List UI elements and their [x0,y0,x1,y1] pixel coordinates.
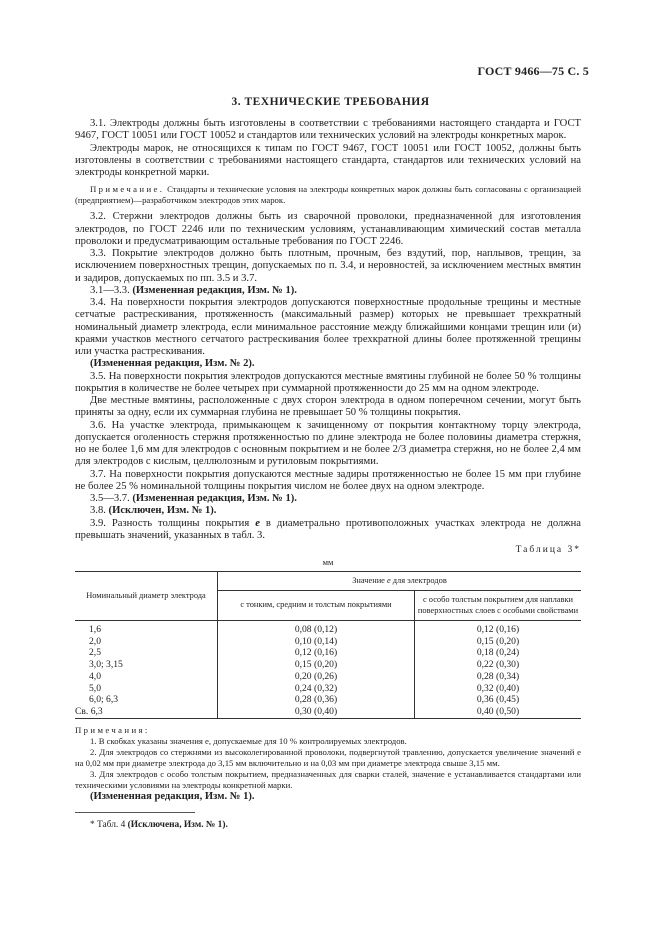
clause-3-5-continued: Две местные вмятины, расположенные с двух сторон электрода в одном поперечном сечении, могут быть приняты за одну, если их суммарная глубина не превышает 50 % толщины покрытия. [75,395,581,419]
cell-thin-coating: 0,15 (0,20) [218,659,415,671]
symbol-e: e [255,517,260,529]
header-group [218,571,582,591]
header-group-text-end: для электродов [390,575,447,585]
cell-thin-coating: 0,28 (0,36) [218,694,415,706]
clause-3-1: 3.1. Электроды должны быть изготовлены в соответствии с требованиями настоящего стандарта и ГОСТ 9467, ГОСТ 10051 или ГОСТ 10052 и стандартов или технических условий на электроды конкретных марок. [75,118,581,142]
cell-thin-coating: 0,08 (0,12) [218,621,415,636]
cell-diameter: Св. 6,3 [75,706,218,718]
symbol-e: e [386,575,391,585]
clause-3-4: 3.4. На поверхности покрытия электродов допускаются поверхностные продольные трещины и местные сетчатые растрескивания, протяженность (максимальный размер) которых не превышает трехкратный номинальный диаметр электрода, если минимальное расстояние между ближайшими концами трещин или (и) краями участков местного сетчатого растрескивания более трехкратной длины более протяженной трещины или участка растрескивания. [75,297,581,357]
table-row [75,621,581,636]
table-note-2: 2. Для электродов со стержнями из высоколегированной проволоки, подвергнутой травлению, допускается увеличение значений e на 0,02 мм при диаметре электрода до 3,15 мм включительно и на 0,03 мм при диаметре электрода свыше 3,15 мм. [75,746,581,768]
cell-diameter: 5,0 [75,683,218,695]
table-3 [75,571,581,719]
clause-3-6-text: 3.6. На участке электрода, примыкающем к зачищенному от покрытия контактному торцу электрода, допускается оголенность стержня протяженностью по длине электрода не более половины диаметра стержня, но не более 1,6 мм для электродов с основным покрытием и не более [75,419,581,455]
table-note-1: 1. В скобках указаны значения e, допускаемые для 10 % контролируемых электродов. [90,735,407,746]
clause-3-1-continued: Электроды марок, не относящихся к типам по ГОСТ 9467, ГОСТ 10051 или ГОСТ 10052, должны быть изготовлены в соответствии с требованиями настоящего стандарта, стандартов или технических условий на электроды конкретной марки. [75,142,581,178]
revision-3-4: (Измененная редакция, Изм. № 2). [90,358,255,370]
cell-thin-coating: 0,10 (0,14) [218,636,415,648]
table-row [75,706,581,718]
footnote-excluded: (Исключена, Изм. № 1). [127,819,228,830]
section-title: 3. ТЕХНИЧЕСКИЕ ТРЕБОВАНИЯ [231,96,430,108]
table-row [75,671,581,683]
revision-ref: 3.1—3.3. [90,284,130,296]
table-row [75,647,581,659]
page-header: ГОСТ 9466—75 С. 5 [477,64,589,78]
revision-ref: 3.5—3.7. [90,493,130,504]
cell-thick-coating: 0,15 (0,20) [476,635,520,647]
cell-thin-coating: 0,24 (0,32) [218,683,415,695]
cell-thick-coating: 0,28 (0,34) [476,670,520,682]
fraction: 2/3 [392,444,407,455]
table-notes [75,725,581,791]
clause-3-7: 3.7. На поверхности покрытия допускаются местные задиры протяженностью не более 15 мм при глубине не более 25 % номинальной толщины покрытия числом не более двух на одном электроде. [75,468,581,492]
header-col-thick: с особо толстым покрытием для наплавки поверхностных слоев с особыми свойствами [415,591,582,621]
cell-thick-coating: 0,36 (0,45) [476,694,520,706]
cell-thick-coating: 0,22 (0,30) [476,659,520,671]
footnote-text: * Табл. 4 [90,819,128,830]
clause-3-3: 3.3. Покрытие электродов должно быть плотным, прочным, без вздутий, пор, наплывов, трещин, за исключением поверхностных трещин, допускаемых по п. 3.4, и неровностей, за исключением местных вмятин и задиров, допускаемых по пп. 3.5 и 3.7. [75,248,581,284]
clause-3-9 [75,518,581,543]
revision-3-5-3-7 [75,493,581,505]
cell-diameter: 2,0 [75,636,218,648]
note-standards [75,184,581,206]
revision-text: (Измененная редакция, Изм. № 1). [132,284,297,296]
table-caption: Таблица 3* [515,545,581,555]
clause-ref: 3.8. [90,505,106,517]
cell-diameter: 6,0; 6,3 [75,694,218,706]
note-label: Примечание. [90,184,165,195]
table-note-3: 3. Для электродов с особо толстым покрытием, предназначенных для сварки сталей, значение e устанавливается стандартами или техническими условиями на электроды конкретной марки. [75,768,581,790]
table-body [75,621,581,719]
clause-3-8 [75,505,581,517]
notes-label: Примечания: [75,724,150,735]
clause-3-2: 3.2. Стержни электродов должны быть из сварочной проволоки, предназначенной для изготовления электродов, по ГОСТ 2246 или по техническим условиям, устанавливающим химический состав металла проволоки и предусматривающим остальные требования по ГОСТ 2246. [75,211,581,247]
cell-thin-coating: 0,12 (0,16) [218,647,415,659]
cell-thick-coating: 0,32 (0,40) [476,682,520,694]
cell-thick-coating: 0,12 (0,16) [476,624,520,635]
revision-text: (Измененная редакция, Изм. № 1). [132,493,297,504]
cell-thick-coating: 0,18 (0,24) [476,647,520,659]
header-col-thin: с тонким, средним и толстым покрытиями [218,591,415,621]
clause-3-9-text: 3.9. Разность толщины покрытия [90,517,256,529]
cell-thin-coating: 0,20 (0,26) [218,671,415,683]
excluded-text: (Исключен, Изм. № 1). [108,505,217,517]
note-text: Стандарты и технические условия на электроды конкретных марок должны быть согласованы с организацией (предприятием)—разработчиком электродов этих марок. [75,184,582,206]
table-row [75,683,581,695]
cell-diameter: 2,5 [75,647,218,659]
cell-diameter: 3,0; 3,15 [75,659,218,671]
table-row [75,694,581,706]
cell-diameter: 4,0 [75,671,218,683]
table-row [75,659,581,671]
revision-table: (Измененная редакция, Изм. № 1). [90,790,255,802]
document-body [75,118,581,831]
header-diameter: Номинальный диаметр электрода [75,571,218,621]
clause-3-5: 3.5. На поверхности покрытия электродов допускаются местные вмятины глубиной не более 50 % толщины покрытия в количестве не более четырех при суммарной протяженности до 25 мм на одном электроде. [75,370,581,394]
clause-3-6-text-end: диаметра стержня, но не более 2,4 мм для электродов с кислым, целлюлозным и рутиловым покрытиями. [75,444,581,468]
footnote-divider [75,812,195,813]
cell-thin-coating: 0,30 (0,40) [218,706,415,718]
table-row [75,636,581,648]
clause-3-9-text-end: в диаметрально противоположных участках электрода не должна превышать значений, указанных в табл. 3. [75,517,581,541]
cell-thick-coating: 0,40 (0,50) [415,706,582,718]
table-unit: мм [322,557,334,568]
footnote [75,819,581,831]
header-group-text: Значение [352,575,387,585]
revision-3-1-3-3 [75,285,581,297]
cell-diameter: 1,6 [75,621,218,636]
clause-3-6 [75,420,581,469]
